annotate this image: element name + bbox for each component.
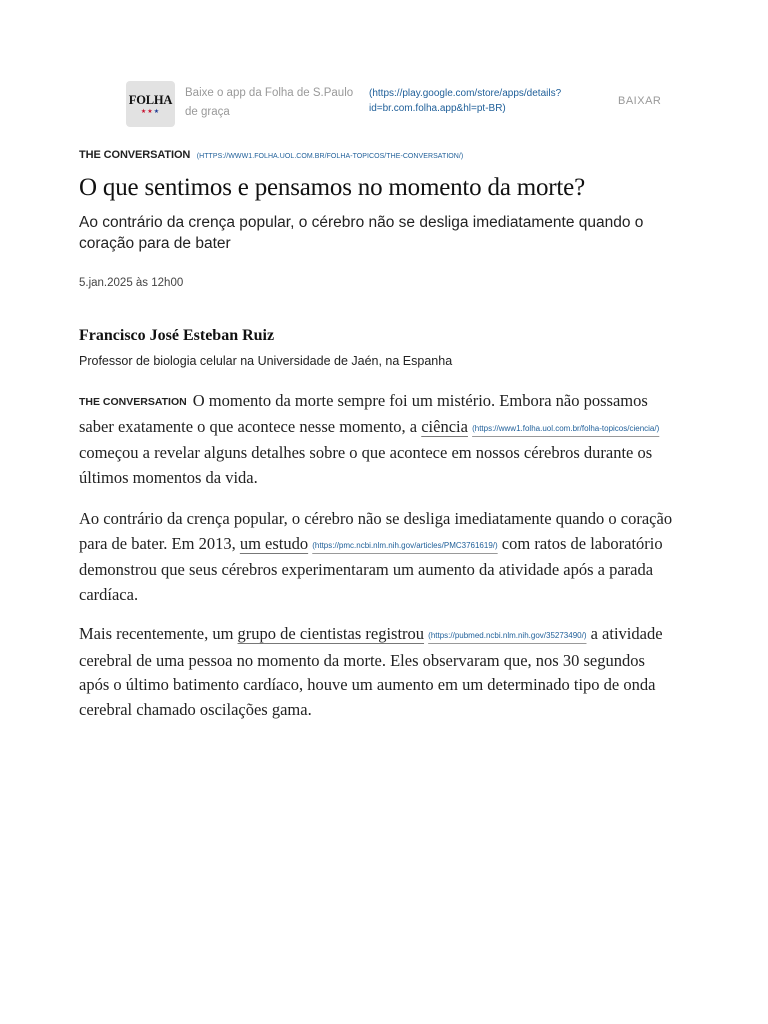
article-headline: O que sentimos e pensamos no momento da morte? bbox=[79, 174, 585, 201]
download-app-button[interactable]: BAIXAR bbox=[618, 95, 662, 107]
promo-url-line2: id=br.com.folha.app&hl=pt-BR) bbox=[369, 103, 506, 114]
body-paragraph-3 bbox=[79, 622, 679, 722]
folha-app-logo[interactable] bbox=[126, 81, 175, 127]
link-ciencia-url[interactable]: (https://www1.folha.uol.com.br/folha-topicos/ciencia/) bbox=[472, 423, 660, 433]
promo-text bbox=[185, 84, 365, 122]
body-paragraph-2 bbox=[79, 507, 679, 607]
folha-logo-stars-icon: ★★★ bbox=[140, 109, 161, 115]
publication-date: 5.jan.2025 às 12h00 bbox=[79, 277, 184, 289]
promo-text-line2: de graça bbox=[185, 106, 230, 118]
section-kicker bbox=[79, 146, 679, 165]
link-grupo-cientistas[interactable]: grupo de cientistas registrou bbox=[237, 624, 425, 643]
promo-url-line1: (https://play.google.com/store/apps/details? bbox=[369, 88, 562, 99]
body-paragraph-1 bbox=[79, 389, 679, 490]
promo-store-link[interactable] bbox=[369, 86, 599, 116]
p2-text-after: com ratos de laboratório demonstrou que seus cérebros experimentaram um aumento da atividade após a parada cardíaca. bbox=[79, 533, 663, 604]
link-grupo-cientistas-url[interactable]: (https://pubmed.ncbi.nlm.nih.gov/35273490/) bbox=[428, 631, 587, 640]
author-name: Francisco José Esteban Ruiz bbox=[79, 327, 275, 344]
p2-text-before: Ao contrário da crença popular, o cérebro não se desliga imediatamente quando o coração para de bater. Em 2013, bbox=[79, 509, 673, 553]
folha-logo-text: FOLHA bbox=[128, 93, 173, 107]
link-um-estudo-url[interactable]: (https://pmc.ncbi.nlm.nih.gov/articles/PMC3761619/) bbox=[312, 540, 498, 550]
kicker-url-link[interactable]: (HTTPS://WWW1.FOLHA.UOL.COM.BR/FOLHA-TOPICOS/THE-CONVERSATION/) bbox=[196, 153, 464, 160]
promo-text-line1: Baixe o app da Folha de S.Paulo bbox=[185, 87, 354, 99]
author-role: Professor de biologia celular na Universidade de Jaén, na Espanha bbox=[79, 354, 453, 368]
link-um-estudo[interactable]: um estudo bbox=[239, 533, 309, 553]
p1-text-before: O momento da morte sempre foi um mistério. Embora não possamos saber exatamente o que acontece nesse momento, a bbox=[79, 391, 648, 436]
kicker-label[interactable]: THE CONVERSATION bbox=[79, 149, 191, 161]
link-ciencia[interactable]: ciência bbox=[421, 416, 468, 436]
app-promo-banner bbox=[126, 79, 666, 129]
article-body bbox=[79, 389, 679, 722]
inline-kicker: THE CONVERSATION bbox=[79, 396, 187, 408]
p3-text-after: a atividade cerebral de uma pessoa no momento da morte. Eles observaram que, nos 30 segundos após o último batimento cardíaco, houve um aumento em um determinado tipo de onda cerebral chamado oscilações gama. bbox=[79, 624, 663, 719]
p1-text-after: começou a revelar alguns detalhes sobre o que acontece em nossos cérebros durante os últimos momentos da vida. bbox=[79, 443, 653, 487]
p3-text-before: Mais recentemente, um bbox=[79, 624, 234, 643]
article-standfirst: Ao contrário da crença popular, o cérebro não se desliga imediatamente quando o coração para de bater bbox=[79, 214, 644, 252]
